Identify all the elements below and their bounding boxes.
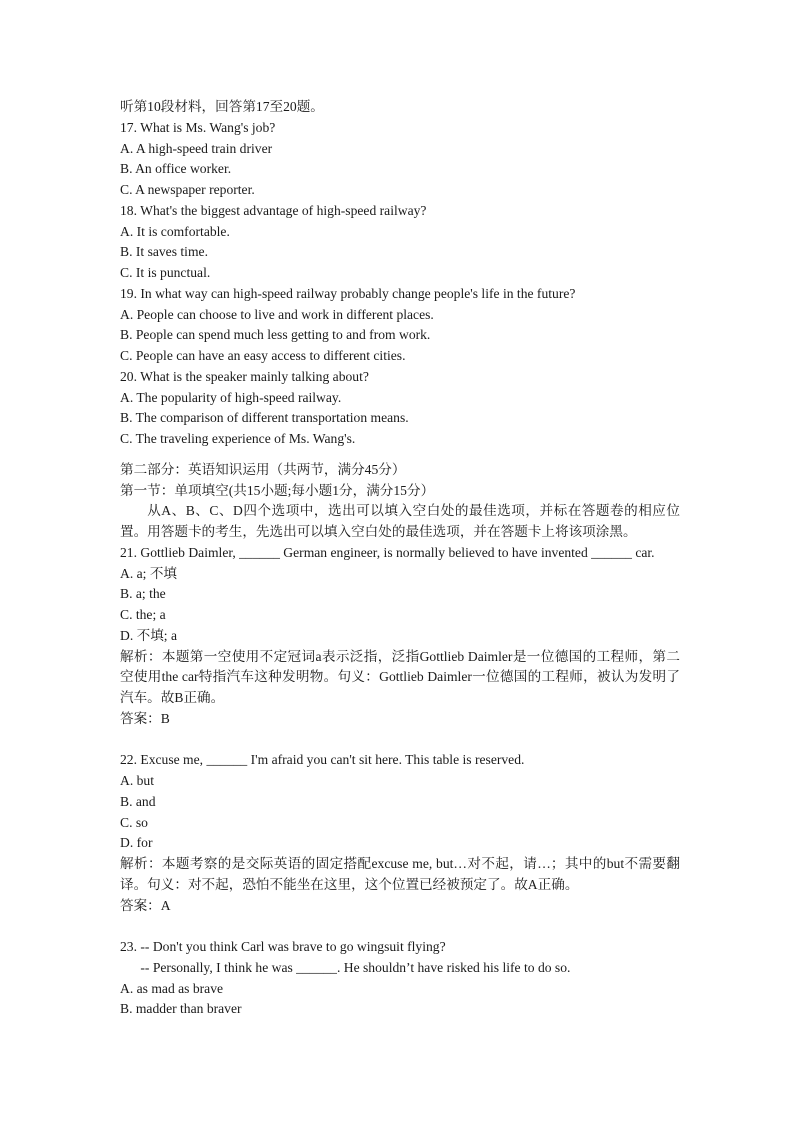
q20-option-b: B. The comparison of different transportation means. xyxy=(120,410,409,426)
spacer xyxy=(120,916,680,937)
q23-option-a: A. as mad as brave xyxy=(120,980,224,996)
q18-option-b: B. It saves time. xyxy=(120,244,208,260)
q19-option-b: B. People can spend much less getting to and from work. xyxy=(120,327,431,343)
q21-option-c: C. the; a xyxy=(120,607,166,622)
q22-analysis: 解析：本题考察的是交际英语的固定搭配excuse me, but…对不起，请…；其中的but不需要翻译。句义：对不起，恐怕不能坐在这里，这个位置已经被预定了。故A正确。 xyxy=(120,856,680,892)
q23-option-b: B. madder than braver xyxy=(120,1001,242,1017)
q18-option-a: A. It is comfortable. xyxy=(120,223,230,239)
spacer xyxy=(120,450,680,460)
q19-option-a: A. People can choose to live and work in different places. xyxy=(120,306,434,322)
q18-option-c: C. It is punctual. xyxy=(120,265,211,280)
q17-option-c: C. A newspaper reporter. xyxy=(120,182,255,197)
q22-option-b: B. and xyxy=(120,793,156,809)
listening-instruction: 听第10段材料，回答第17至20题。 xyxy=(120,99,324,114)
q22-option-c: C. so xyxy=(120,814,148,830)
q17-option-a: A. A high-speed train driver xyxy=(120,140,273,156)
q21-option-d: D. 不填; a xyxy=(120,627,178,643)
question-22: 22. Excuse me, ______ I'm afraid you can't sit here. This table is reserved. xyxy=(120,752,525,768)
question-23-reply: -- Personally, I think he was ______. He shouldn’t have risked his life to do so. xyxy=(140,959,571,975)
question-19: 19. In what way can high-speed railway probably change people's life in the future? xyxy=(120,285,576,301)
q17-option-b: B. An office worker. xyxy=(120,161,232,177)
q21-analysis: 解析：本题第一空使用不定冠词a表示泛指，泛指Gottlieb Daimler是一位德国的工程师，第二空使用the car特指汽车这种发明物。句义：Gottlieb Daimler一位德国的工程师，被认为发明了汽车。故B正确。 xyxy=(120,648,680,705)
spacer xyxy=(120,730,680,751)
question-20: 20. What is the speaker mainly talking about? xyxy=(120,368,369,384)
q21-option-a: A. a; 不填 xyxy=(120,565,178,581)
section1-heading: 第一节：单项填空(共15小题;每小题1分，满分15分） xyxy=(120,482,435,498)
q22-option-d: D. for xyxy=(120,835,153,851)
q21-answer: 答案：B xyxy=(120,710,170,726)
exam-page xyxy=(120,97,680,1020)
q19-option-c: C. People can have an easy access to different cities. xyxy=(120,348,406,363)
question-21: 21. Gottlieb Daimler, ______ German engineer, is normally believed to have invented ______ car. xyxy=(120,544,655,560)
q22-answer: 答案：A xyxy=(120,897,171,913)
q21-option-b: B. a; the xyxy=(120,586,166,602)
q20-option-c: C. The traveling experience of Ms. Wang's. xyxy=(120,431,356,446)
q20-option-a: A. The popularity of high-speed railway. xyxy=(120,389,342,405)
question-18: 18. What's the biggest advantage of high-speed railway? xyxy=(120,202,427,218)
question-17: 17. What is Ms. Wang's job? xyxy=(120,119,276,135)
part2-heading: 第二部分：英语知识运用（共两节，满分45分） xyxy=(120,461,406,477)
question-23: 23. -- Don't you think Carl was brave to go wingsuit flying? xyxy=(120,939,446,954)
q22-option-a: A. but xyxy=(120,773,154,788)
section-directions: 从A、B、C、D四个选项中，选出可以填入空白处的最佳选项，并标在答题卷的相应位置。用答题卡的考生，先选出可以填入空白处的最佳选项，并在答题卡上将该项涂黑。 xyxy=(120,503,680,539)
